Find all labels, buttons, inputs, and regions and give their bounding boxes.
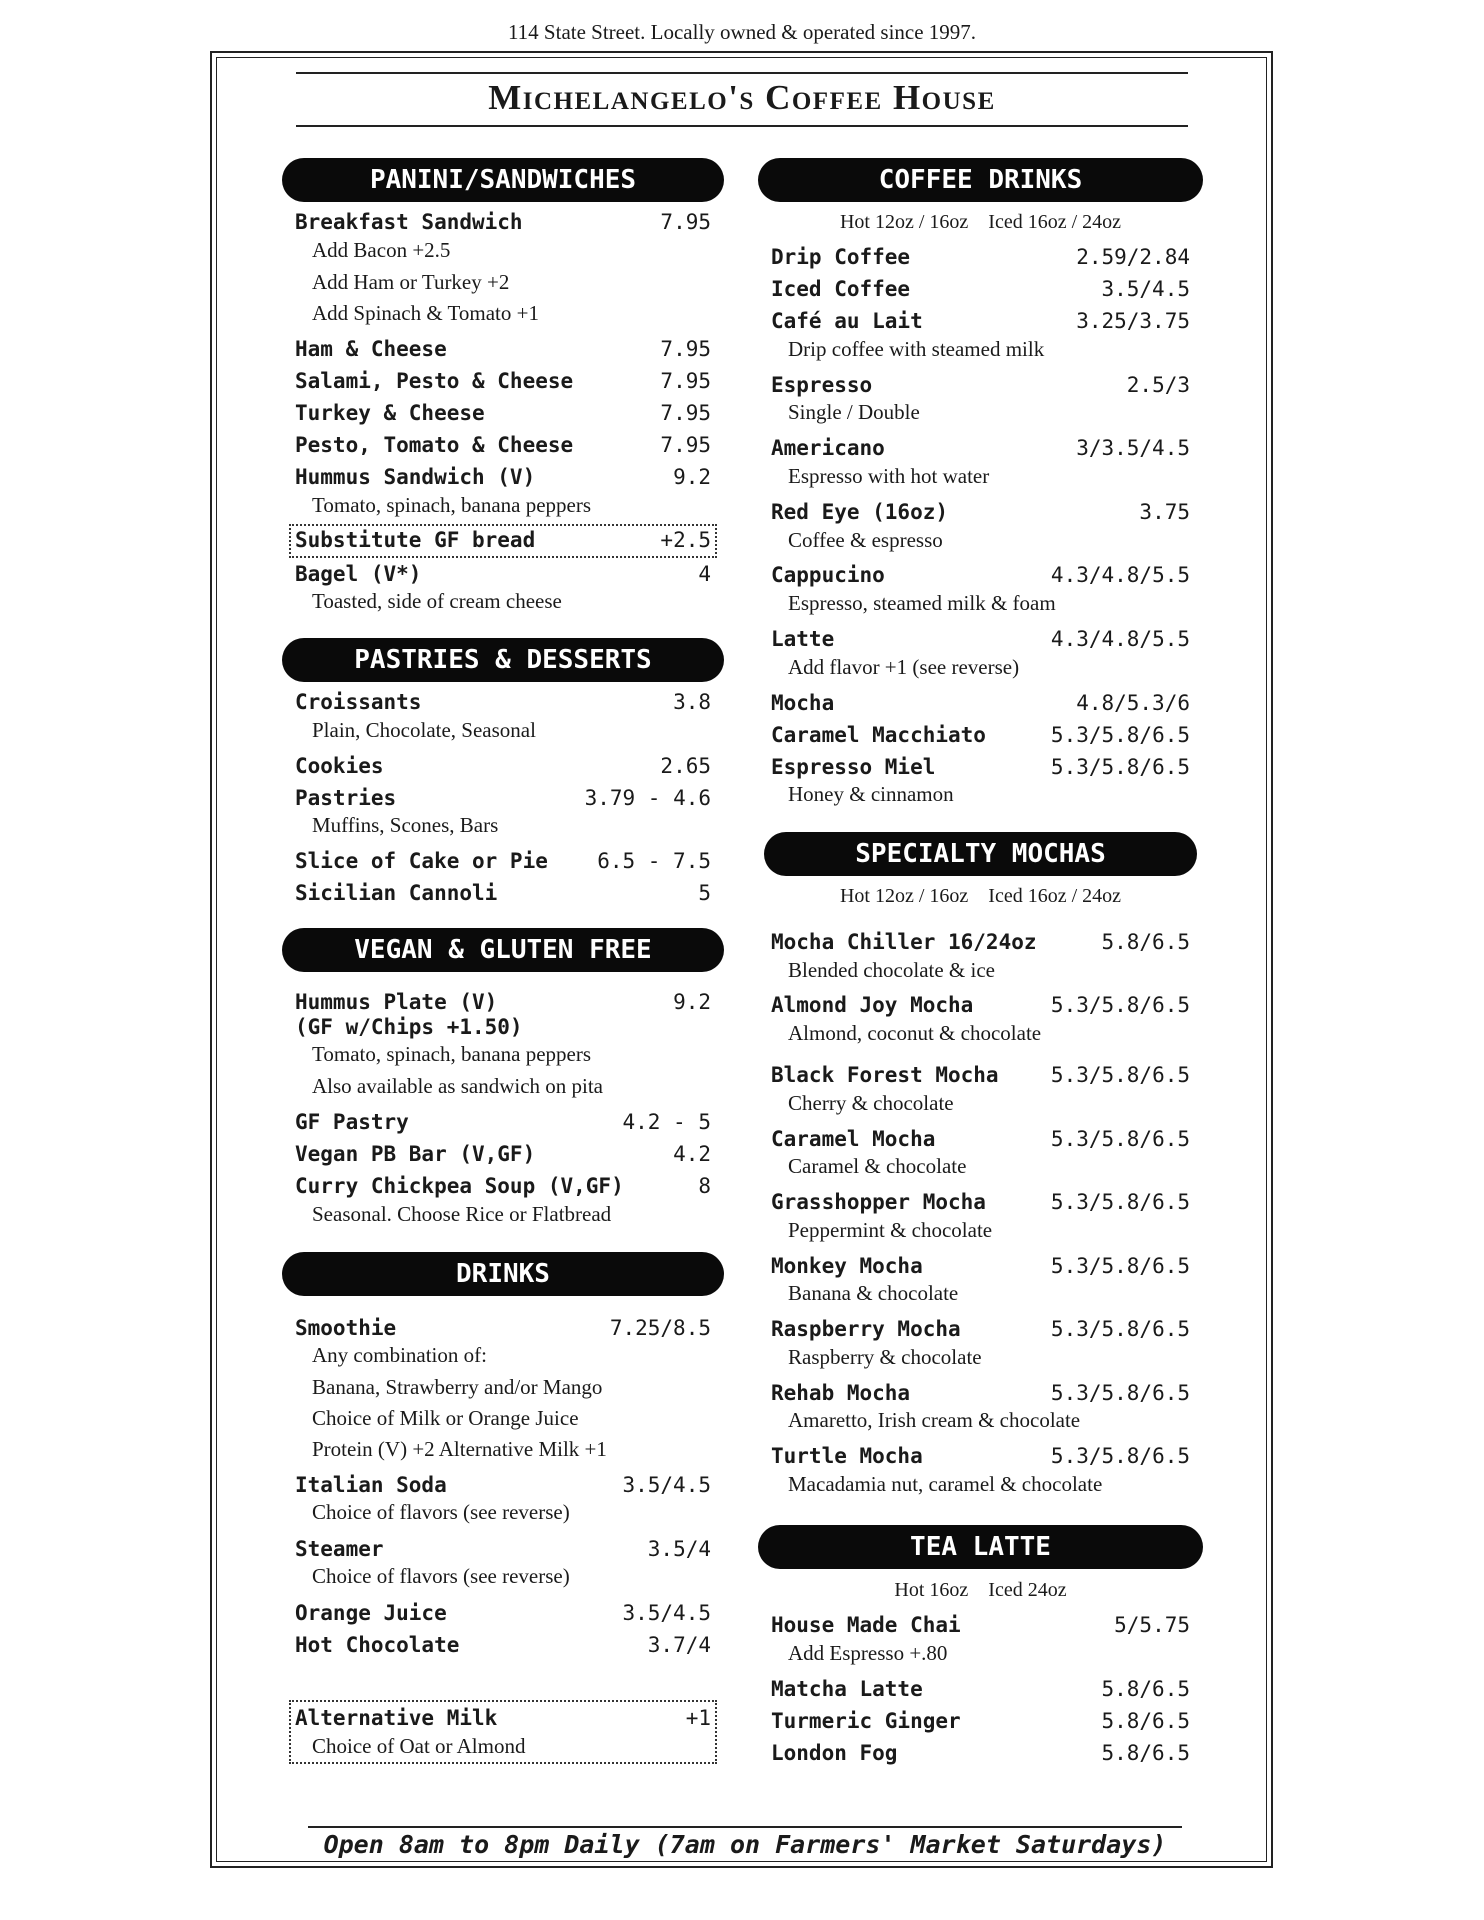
menu-item: Bagel (V*) 4 xyxy=(295,562,711,586)
item-description: Raspberry & chocolate xyxy=(788,1345,982,1369)
item-description: Seasonal. Choose Rice or Flatbread xyxy=(312,1202,612,1226)
item-description: Tomato, spinach, banana peppers xyxy=(312,1042,592,1066)
item-description: Cherry & chocolate xyxy=(788,1091,954,1115)
menu-item: Cappucino 4.3/4.8/5.5 xyxy=(771,563,1190,587)
menu-item: Americano 3/3.5/4.5 xyxy=(771,436,1190,460)
footer-rule xyxy=(308,1826,1182,1828)
item-description: Honey & cinnamon xyxy=(788,782,954,806)
item-description: Any combination of: xyxy=(312,1343,487,1367)
menu-item: Black Forest Mocha 5.3/5.8/6.5 xyxy=(771,1063,1190,1087)
menu-item: Vegan PB Bar (V,GF) 4.2 xyxy=(295,1142,711,1166)
menu-item: Ham & Cheese 7.95 xyxy=(295,337,711,361)
menu-item: Mocha 4.8/5.3/6 xyxy=(771,691,1190,715)
item-description: Single / Double xyxy=(788,400,920,424)
menu-item: Matcha Latte 5.8/6.5 xyxy=(771,1677,1190,1701)
size-legend: Hot 12oz / 16oz Iced 16oz / 24oz xyxy=(839,211,1122,233)
section-header-pastries: PASTRIES & DESSERTS xyxy=(282,638,724,682)
section-header-tea: TEA LATTE xyxy=(758,1525,1203,1569)
section-header-coffee: COFFEE DRINKS xyxy=(758,158,1203,202)
item-description: Blended chocolate & ice xyxy=(788,958,995,982)
item-description: Banana, Strawberry and/or Mango xyxy=(312,1375,603,1399)
page-title: Michelangelo's Coffee House xyxy=(488,78,996,117)
item-description: Coffee & espresso xyxy=(788,528,943,552)
item-description: Banana & chocolate xyxy=(788,1281,959,1305)
menu-item: Orange Juice 3.5/4.5 xyxy=(295,1601,711,1625)
menu-item: Mocha Chiller 16/24oz 5.8/6.5 xyxy=(771,930,1190,954)
menu-item: House Made Chai 5/5.75 xyxy=(771,1613,1190,1637)
address-line: 114 State Street. Locally owned & operated since 1997. xyxy=(507,20,977,44)
item-description: Add Espresso +.80 xyxy=(788,1641,948,1665)
menu-item: Latte 4.3/4.8/5.5 xyxy=(771,627,1190,651)
item-description: Peppermint & chocolate xyxy=(788,1218,993,1242)
menu-item: Espresso Miel 5.3/5.8/6.5 xyxy=(771,755,1190,779)
item-description: Macadamia nut, caramel & chocolate xyxy=(788,1472,1103,1496)
menu-item: Pastries 3.79 - 4.6 xyxy=(295,786,711,810)
hours-footer: Open 8am to 8pm Daily (7am on Farmers' Market Saturdays) xyxy=(323,1830,1167,1859)
menu-item: London Fog 5.8/6.5 xyxy=(771,1741,1190,1765)
item-description: Choice of Milk or Orange Juice xyxy=(312,1406,579,1430)
item-description: Amaretto, Irish cream & chocolate xyxy=(788,1408,1081,1432)
menu-item: Hummus Plate (V) 9.2 xyxy=(295,990,711,1014)
item-description: Plain, Chocolate, Seasonal xyxy=(312,718,536,742)
menu-item: Caramel Macchiato 5.3/5.8/6.5 xyxy=(771,723,1190,747)
section-header-panini: PANINI/SANDWICHES xyxy=(282,158,724,202)
section-header-drinks: DRINKS xyxy=(282,1252,724,1296)
menu-item: Croissants 3.8 xyxy=(295,690,711,714)
menu-item: Steamer 3.5/4 xyxy=(295,1537,711,1561)
menu-item: Rehab Mocha 5.3/5.8/6.5 xyxy=(771,1381,1190,1405)
menu-item: Salami, Pesto & Cheese 7.95 xyxy=(295,369,711,393)
item-description: Almond, coconut & chocolate xyxy=(788,1021,1042,1045)
item-description: Toasted, side of cream cheese xyxy=(312,589,562,613)
item-description: Muffins, Scones, Bars xyxy=(312,813,499,837)
size-legend: Hot 12oz / 16oz Iced 16oz / 24oz xyxy=(839,885,1122,907)
menu-item: Iced Coffee 3.5/4.5 xyxy=(771,277,1190,301)
menu-item: Alternative Milk +1 xyxy=(295,1706,711,1730)
item-addon: Add Bacon +2.5 xyxy=(312,238,451,262)
menu-item: Turkey & Cheese 7.95 xyxy=(295,401,711,425)
menu-item-note: (GF w/Chips +1.50) xyxy=(295,1015,523,1039)
menu-item: Espresso 2.5/3 xyxy=(771,373,1190,397)
menu-item: Substitute GF bread +2.5 xyxy=(295,528,711,552)
item-description: Espresso, steamed milk & foam xyxy=(788,591,1056,615)
right-column xyxy=(758,0,1203,1920)
item-description: Tomato, spinach, banana peppers xyxy=(312,493,592,517)
menu-item: Italian Soda 3.5/4.5 xyxy=(295,1473,711,1497)
item-description: Choice of flavors (see reverse) xyxy=(312,1564,570,1588)
menu-item: Raspberry Mocha 5.3/5.8/6.5 xyxy=(771,1317,1190,1341)
menu-item: Turmeric Ginger 5.8/6.5 xyxy=(771,1709,1190,1733)
menu-item: Smoothie 7.25/8.5 xyxy=(295,1316,711,1340)
item-description: Drip coffee with steamed milk xyxy=(788,337,1045,361)
item-description: Caramel & chocolate xyxy=(788,1154,967,1178)
menu-item: Caramel Mocha 5.3/5.8/6.5 xyxy=(771,1127,1190,1151)
menu-item: Slice of Cake or Pie 6.5 - 7.5 xyxy=(295,849,711,873)
menu-item: GF Pastry 4.2 - 5 xyxy=(295,1110,711,1134)
item-description: Choice of flavors (see reverse) xyxy=(312,1500,570,1524)
size-legend: Hot 16oz Iced 24oz xyxy=(894,1579,1067,1601)
section-header-mochas: SPECIALTY MOCHAS xyxy=(764,832,1197,876)
section-header-vegan: VEGAN & GLUTEN FREE xyxy=(282,928,724,972)
item-description: Espresso with hot water xyxy=(788,464,990,488)
menu-item: Cookies 2.65 xyxy=(295,754,711,778)
menu-item: Grasshopper Mocha 5.3/5.8/6.5 xyxy=(771,1190,1190,1214)
menu-item: Monkey Mocha 5.3/5.8/6.5 xyxy=(771,1254,1190,1278)
menu-item: Sicilian Cannoli 5 xyxy=(295,881,711,905)
menu-item: Breakfast Sandwich 7.95 xyxy=(295,210,711,234)
item-addon: Add Ham or Turkey +2 xyxy=(312,270,510,294)
menu-item: Hummus Sandwich (V) 9.2 xyxy=(295,465,711,489)
menu-item: Hot Chocolate 3.7/4 xyxy=(295,1633,711,1657)
menu-item: Pesto, Tomato & Cheese 7.95 xyxy=(295,433,711,457)
item-description: Add flavor +1 (see reverse) xyxy=(788,655,1020,679)
item-addon: Add Spinach & Tomato +1 xyxy=(312,301,539,325)
item-description: Also available as sandwich on pita xyxy=(312,1074,604,1098)
menu-item: Café au Lait 3.25/3.75 xyxy=(771,309,1190,333)
item-description: Choice of Oat or Almond xyxy=(312,1734,526,1758)
menu-item: Red Eye (16oz) 3.75 xyxy=(771,500,1190,524)
left-column xyxy=(282,0,724,1920)
menu-item: Drip Coffee 2.59/2.84 xyxy=(771,245,1190,269)
menu-item: Curry Chickpea Soup (V,GF) 8 xyxy=(295,1174,711,1198)
item-description: Protein (V) +2 Alternative Milk +1 xyxy=(312,1437,607,1461)
menu-item: Turtle Mocha 5.3/5.8/6.5 xyxy=(771,1444,1190,1468)
menu-item: Almond Joy Mocha 5.3/5.8/6.5 xyxy=(771,993,1190,1017)
